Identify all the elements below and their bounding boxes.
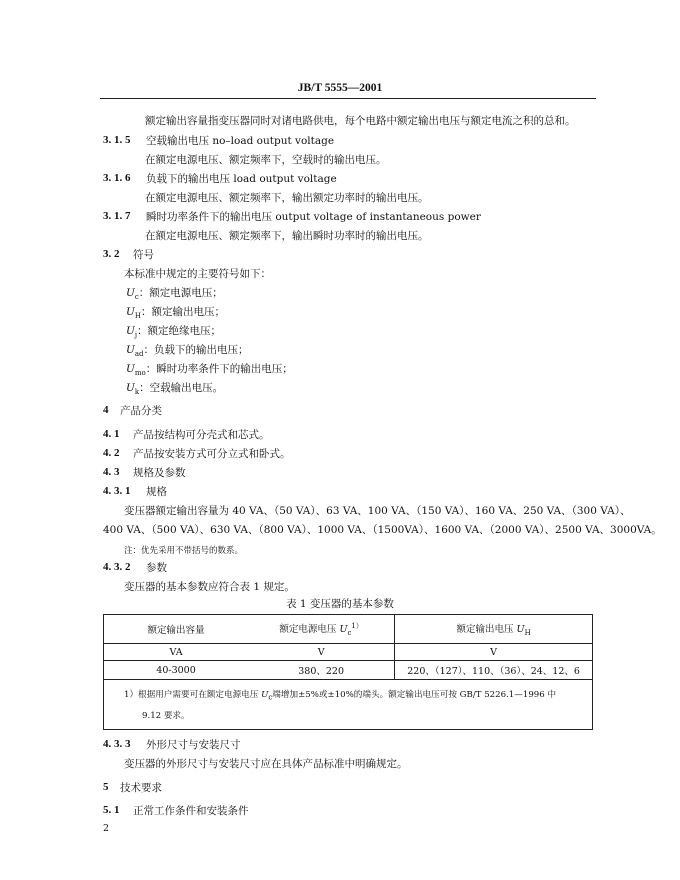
clause-body: 变压器额定输出容量为 40 VA、（50 VA）、63 VA、100 VA、（150 VA）、160 VA、250 VA、（300 VA）、 xyxy=(124,505,631,517)
unit-cell: V xyxy=(248,644,395,661)
section-title: 技术要求 xyxy=(120,782,162,794)
symbol-item: $U_k$：空载输出电压。 xyxy=(126,382,224,397)
section-title: 产品分类 xyxy=(120,405,162,417)
section-number: 4 xyxy=(103,404,109,416)
clause-body: 变压器的基本参数应符合表 1 规定。 xyxy=(124,581,295,593)
clause-number: 3. 2 xyxy=(103,248,120,260)
clause-title: 外形尺寸与安装尺寸 xyxy=(146,739,241,751)
running-header: JB/T 5555—2001 xyxy=(297,82,383,94)
header-cell: 额定输出容量 xyxy=(104,615,249,644)
value-cell: 380、220 xyxy=(248,661,395,680)
clause-body: 变压器的外形尺寸与安装尺寸应在具体产品标准中明确规定。 xyxy=(124,758,408,770)
clause-title: 符号 xyxy=(133,249,154,261)
clause-title: 规格 xyxy=(146,486,167,498)
page-number: 2 xyxy=(103,823,110,834)
value-cell: 40-3000 xyxy=(104,661,249,680)
header-cell: 额定输出电压 $U_H$ xyxy=(395,615,593,644)
symbol-item: $U_j$：额定绝缘电压； xyxy=(126,325,222,340)
unit-cell: VA xyxy=(104,644,249,661)
table-footnote: 1）根据用户需要可在额定电源电压 $U_c$端增加±5%或±10%的端头。额定输出电压可按 GB/T 5226.1—1996 中 9.12 要求。 xyxy=(104,680,593,730)
clause-number: 5. 1 xyxy=(103,804,120,816)
symbol-item: $U_{mo}$：瞬时功率条件下的输出电压； xyxy=(126,363,293,378)
clause-title: 瞬时功率条件下的输出电压 output voltage of instantaneous power xyxy=(146,211,481,223)
clause-number: 4. 3. 3 xyxy=(103,738,131,750)
clause-title: 规格及参数 xyxy=(133,467,186,479)
clause-body: 本标准中规定的主要符号如下： xyxy=(124,268,271,280)
clause-number: 4. 3 xyxy=(103,466,120,478)
clause-number: 4. 1 xyxy=(103,428,120,440)
clause-body: 在额定电源电压、额定频率下，空载时的输出电压。 xyxy=(145,154,387,166)
unit-cell: V xyxy=(395,644,593,661)
note: 注：优先采用不带括号的数系。 xyxy=(124,546,244,556)
basic-parameters-table xyxy=(103,614,593,730)
clause-body: 在额定电源电压、额定频率下，输出额定功率时的输出电压。 xyxy=(145,192,429,204)
section-number: 5 xyxy=(103,781,109,793)
clause-number: 3. 1. 7 xyxy=(103,210,131,222)
clause-number: 4. 2 xyxy=(103,447,120,459)
symbol-item: $U_c$：额定电源电压； xyxy=(126,287,223,302)
clause-title: 参数 xyxy=(146,562,167,574)
clause-body: 产品按安装方式可分立式和卧式。 xyxy=(133,448,291,460)
definition-continuation: 额定输出容量指变压器同时对诸电路供电，每个电路中额定输出电压与额定电流之积的总和。 xyxy=(145,115,576,127)
clause-body: 在额定电源电压、额定频率下，输出瞬时功率时的输出电压。 xyxy=(145,230,429,242)
header-cell: 额定电源电压 $U_c^{1)}$ xyxy=(248,615,395,644)
header-rule xyxy=(100,98,596,99)
clause-title: 空载输出电压 no–load output voltage xyxy=(146,135,335,147)
clause-title: 负载下的输出电压 load output voltage xyxy=(146,173,337,185)
clause-body: 400 VA、（500 VA）、630 VA、（800 VA）、1000 VA、（1500VA）、1600 VA、（2000 VA）、2500 VA、3000VA。 xyxy=(103,524,662,536)
clause-number: 4. 3. 1 xyxy=(103,485,131,497)
clause-number: 4. 3. 2 xyxy=(103,561,131,573)
symbol-item: $U_H$：额定输出电压； xyxy=(126,306,225,321)
clause-body: 产品按结构可分壳式和芯式。 xyxy=(133,429,270,441)
value-cell: 220、（127）、110、（36）、24、12、6 xyxy=(395,661,593,680)
clause-number: 3. 1. 5 xyxy=(103,134,131,146)
clause-number: 3. 1. 6 xyxy=(103,172,131,184)
table-caption: 表 1 变压器的基本参数 xyxy=(286,598,394,610)
clause-title: 正常工作条件和安装条件 xyxy=(133,805,249,817)
symbol-item: $U_{ad}$：负载下的输出电压； xyxy=(126,344,249,359)
